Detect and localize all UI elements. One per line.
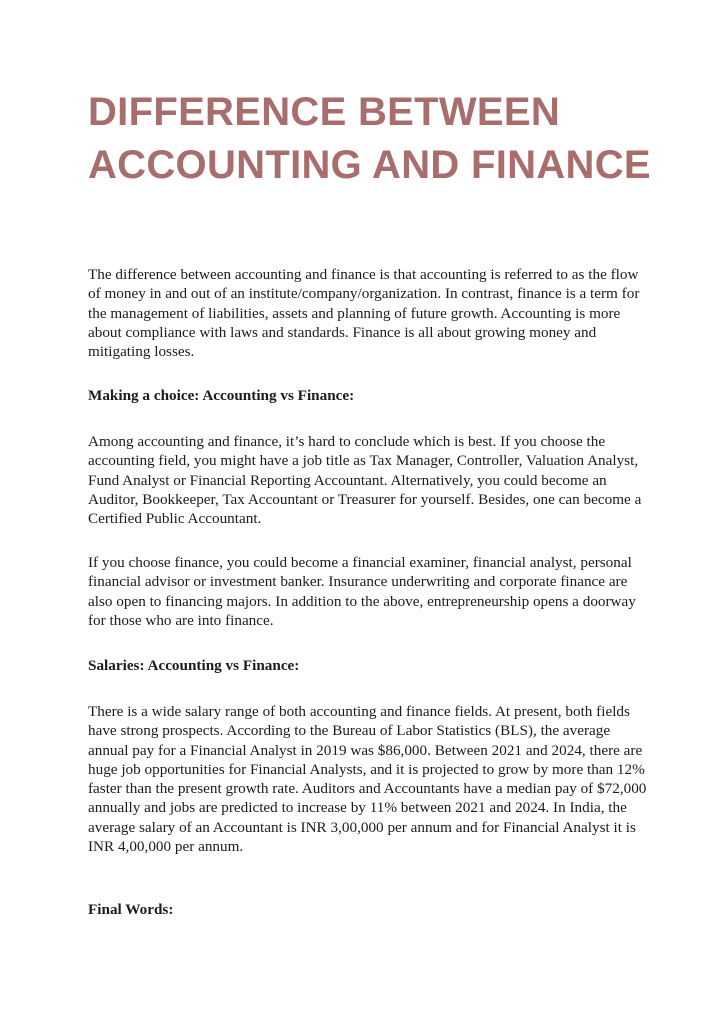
intro-paragraph: The difference between accounting and finance is that accounting is referred to as the flow of money in and out of an institute/company/organization. In contrast, finance is a term for the management of liabilities, assets and planning of future growth. Accounting is more about compliance with laws and standards. Finance is all about growing money and mitigating losses. xyxy=(88,266,640,361)
salaries-paragraph: There is a wide salary range of both accounting and finance fields. At present, both fields have strong prospects. According to the Bureau of Labor Statistics (BLS), the average annual pay for a Financial Analyst in 2019 was $86,000. Between 2021 and 2024, there are huge job opportunities for Financial Analysts, and it is projected to grow by more than 12% faster than the present growth rate. Auditors and Accountants have a median pay of $72,000 annually and jobs are predicted to increase by 11% between 2021 and 2024. In India, the average salary of an Accountant is INR 3,00,000 per annum and for Financial Analyst it is INR 4,00,000 per annum. xyxy=(88,703,647,856)
section-heading-final-words: Final Words: xyxy=(88,901,174,918)
choice-paragraph-accounting: Among accounting and finance, it’s hard to conclude which is best. If you choose the accounting field, you might have a job title as Tax Manager, Controller, Valuation Analyst, Fund Analyst or Financial Reporting Accountant. Alternatively, you could become an Auditor, Bookkeeper, Tax Accountant or Treasurer for yourself. Besides, one can become a Certified Public Accountant. xyxy=(88,433,642,528)
section-heading-salaries: Salaries: Accounting vs Finance: xyxy=(88,657,300,674)
choice-paragraph-finance: If you choose finance, you could become a financial examiner, financial analyst, personal financial advisor or investment banker. Insurance underwriting and corporate finance are also open to financing majors. In addition to the above, entrepreneurship opens a doorway for those who are into finance. xyxy=(88,554,636,629)
section-heading-choice: Making a choice: Accounting vs Finance: xyxy=(88,387,355,404)
page-title: DIFFERENCE BETWEEN ACCOUNTING AND FINANCE xyxy=(88,90,651,187)
